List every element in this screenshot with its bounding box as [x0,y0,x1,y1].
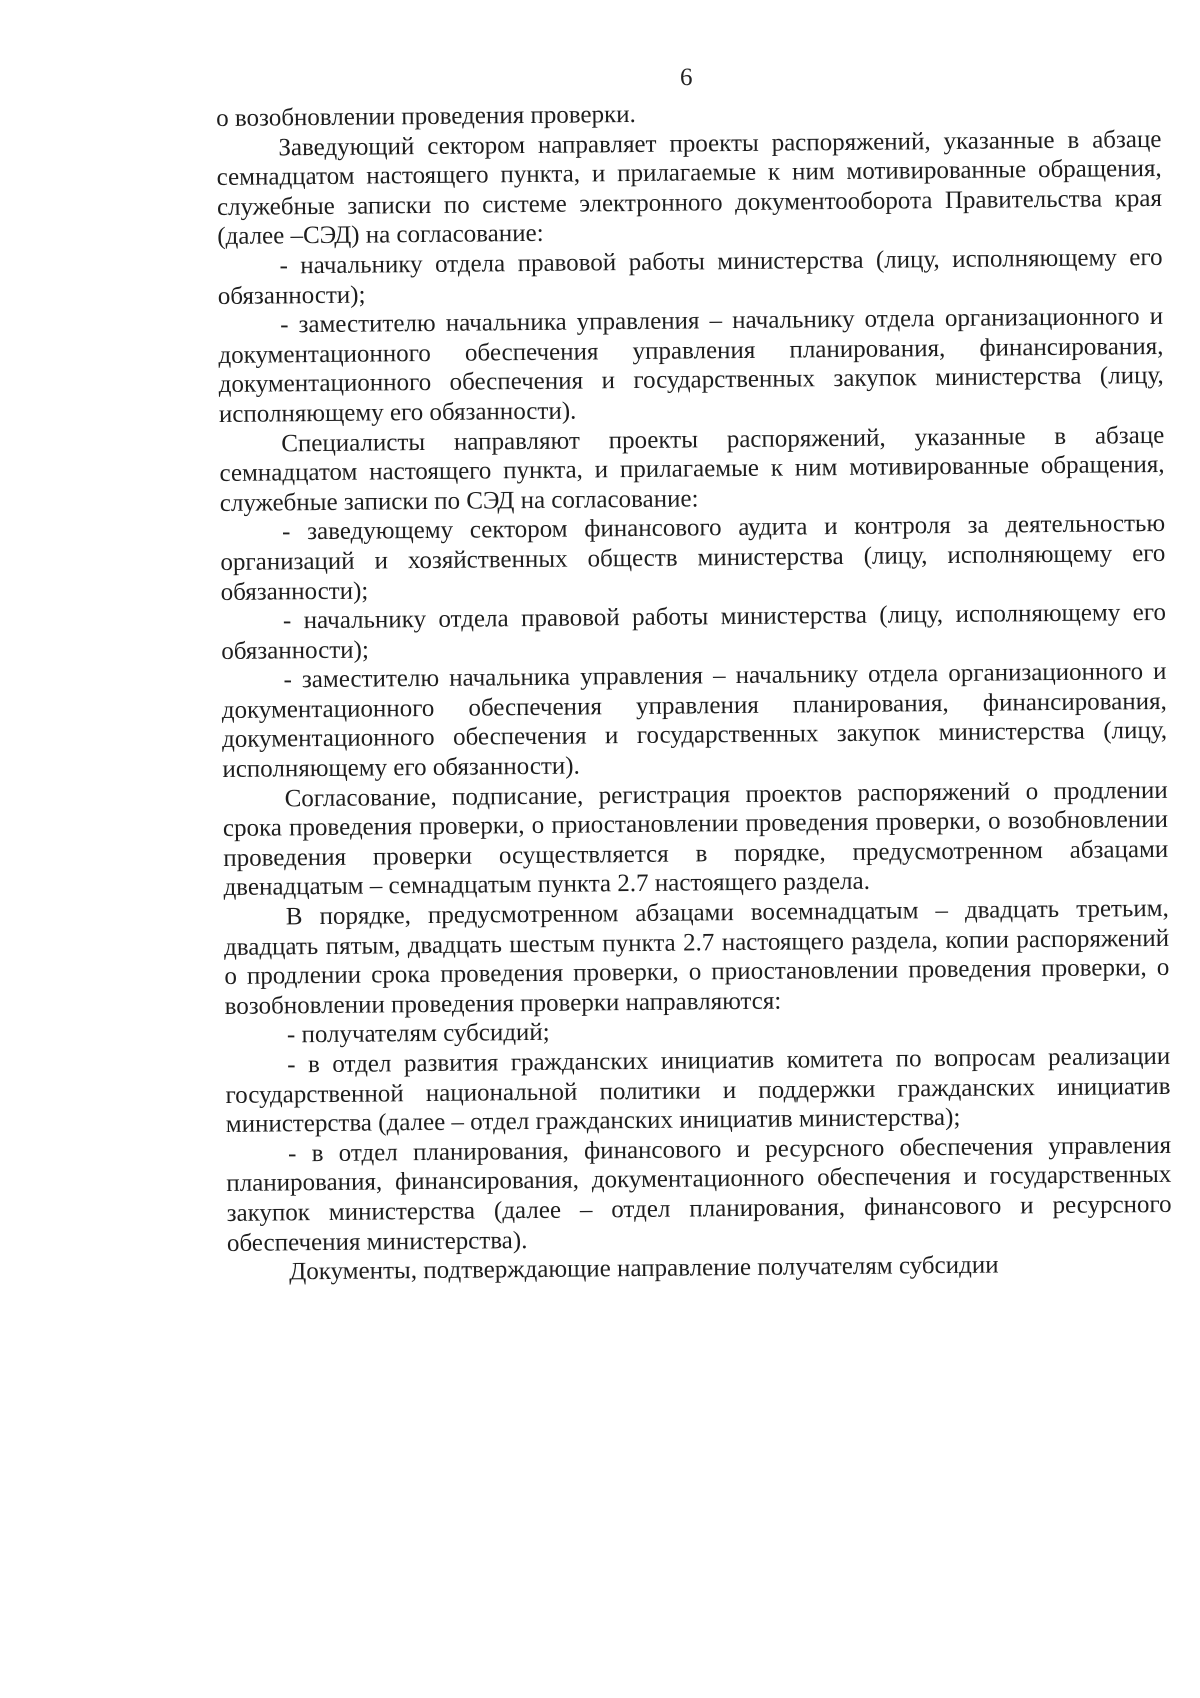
list-item-paragraph: - получателям субсидий; [286,1019,550,1049]
paragraph: о возобновлении проведения проверки. [216,100,636,132]
paragraph: Документы, подтверждающие направление получателям субсидии [289,1251,999,1286]
list-item-paragraph: - в отдел планирования, финансового и ресурсного обеспечения управления планирования, финансирования, документационного обеспечения и государственных закупок министерства (далее – отдел планирования, финансового и ресурсного обеспечения министерства). [226,1131,1172,1257]
list-item-paragraph: - начальнику отдела правовой работы министерства (лицу, исполняющему его обязанности); [221,598,1167,665]
document-body [216,95,1172,1288]
paragraph: Специалисты направляют проекты распоряжений, указанные в абзаце семнадцатом настоящего пункта, и прилагаемые к ним мотивированные обращения, служебные записки по СЭД на согласование: [219,421,1165,517]
list-item-paragraph: - начальнику отдела правовой работы министерства (лицу, исполняющему его обязанности); [217,243,1163,310]
paragraph: В порядке, предусмотренном абзацами восемнадцатым – двадцать третьим, двадцать пятым, двадцать шестым пункта 2.7 настоящего раздела, копии распоряжений о продлении срока проведения проверки, о приостановлении проведения проверки, о возобновлении проведения проверки направляются: [223,894,1170,1020]
paragraph: Согласование, подписание, регистрация проектов распоряжений о продлении срока проведения проверки, о приостановлении проведения проверки, о возобновлении проведения проверки осуществляется в порядке, предусмотренном абзацами двенадцатым – семнадцатым пункта 2.7 настоящего раздела. [222,776,1169,902]
page-number: 6 [680,64,693,91]
list-item-paragraph: - заведующему сектором финансового аудита и контроля за деятельностью организаций и хозяйственных обществ министерства (лицу, исполняющему его обязанности); [220,510,1166,606]
paragraph: Заведующий сектором направляет проекты распоряжений, указанные в абзаце семнадцатом настоящего пункта, и прилагаемые к ним мотивированные обращения, служебные записки по системе электронного документооборота Правительства края (далее –СЭД) на согласование: [216,125,1163,251]
list-item-paragraph: - заместителю начальника управления – начальнику отдела организационного и документационного обеспечения управления планирования, финансирования, документационного обеспечения и государственных закупок министерства (лицу, исполняющему его обязанности). [218,303,1164,428]
list-item-paragraph: - заместителю начальника управления – начальнику отдела организационного и документационного обеспечения управления планирования, финансирования, документационного обеспечения и государственных закупок министерства (лицу, исполняющему его обязанности). [221,658,1168,784]
list-item-paragraph: - в отдел развития гражданских инициатив комитета по вопросам реализации государственной национальной политики и поддержки гражданских инициатив министерства (далее – отдел гражданских инициатив министерства); [225,1042,1171,1139]
